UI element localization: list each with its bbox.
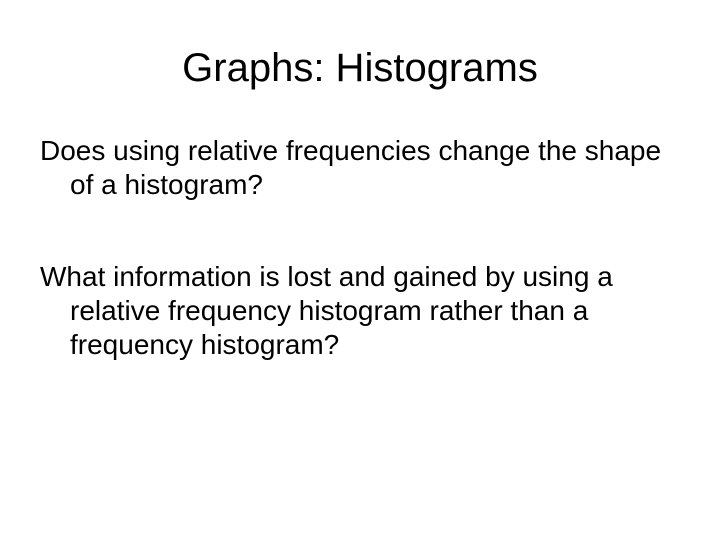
- slide-body: [40, 134, 690, 362]
- question-paragraph-1: Does using relative frequencies change the shape of a histogram?: [40, 135, 662, 200]
- slide-title: Graphs: Histograms: [182, 46, 538, 90]
- question-paragraph-2: What information is lost and gained by using a relative frequency histogram rather than a frequency histogram?: [40, 261, 613, 360]
